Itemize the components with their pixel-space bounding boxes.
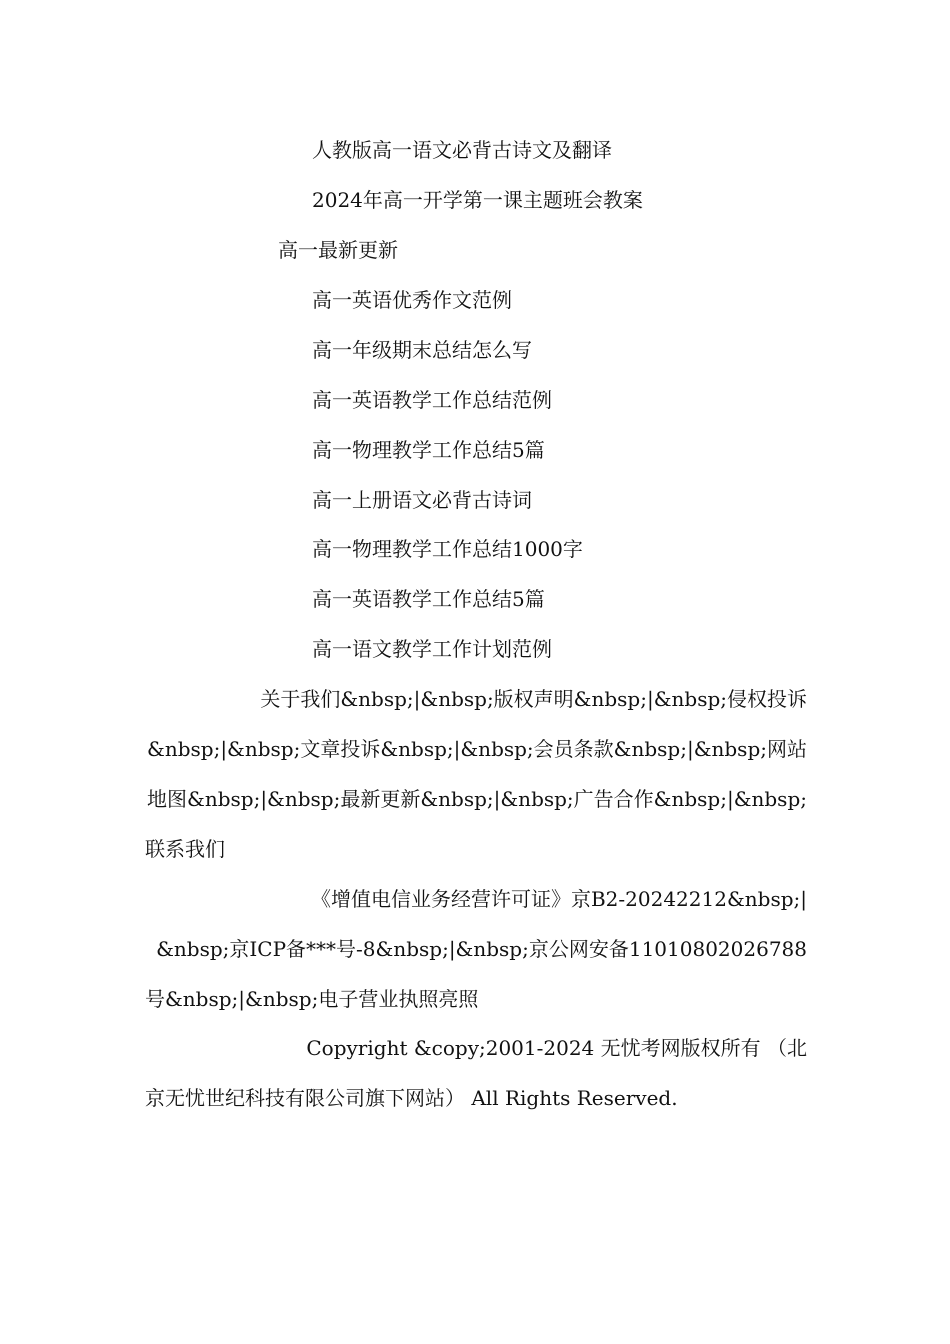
- copyright-line-2: 京无忧世纪科技有限公司旗下网站） All Rights Reserved.: [145, 1086, 678, 1110]
- copyright-line-1: Copyright &copy;2001-2024 无忧考网版权所有 （北: [306, 1036, 807, 1060]
- latest-link-6[interactable]: 高一物理教学工作总结1000字: [312, 537, 583, 561]
- section-heading: 高一最新更新: [278, 238, 398, 262]
- latest-link-3[interactable]: 高一英语教学工作总结范例: [312, 388, 552, 412]
- top-link-1[interactable]: 人教版高一语文必背古诗文及翻译: [312, 138, 612, 162]
- latest-link-2[interactable]: 高一年级期末总结怎么写: [312, 338, 532, 362]
- license-line-2[interactable]: &nbsp;京ICP备***号-8&nbsp;|&nbsp;京公网安备11010802026788: [156, 937, 807, 961]
- footer-links-line-4[interactable]: 联系我们: [145, 837, 225, 861]
- footer-links-line-1[interactable]: 关于我们&nbsp;|&nbsp;版权声明&nbsp;|&nbsp;侵权投诉: [260, 687, 807, 711]
- latest-link-8[interactable]: 高一语文教学工作计划范例: [312, 637, 552, 661]
- footer-links-line-3[interactable]: 地图&nbsp;|&nbsp;最新更新&nbsp;|&nbsp;广告合作&nbsp;|&nbsp;: [147, 787, 807, 811]
- license-line-1[interactable]: 《增值电信业务经营许可证》京B2-20242212&nbsp;|: [310, 887, 807, 911]
- footer-links-line-2[interactable]: &nbsp;|&nbsp;文章投诉&nbsp;|&nbsp;会员条款&nbsp;|&nbsp;网站: [147, 737, 807, 761]
- latest-link-5[interactable]: 高一上册语文必背古诗词: [312, 488, 532, 512]
- top-link-2[interactable]: 2024年高一开学第一课主题班会教案: [312, 188, 643, 212]
- license-line-3[interactable]: 号&nbsp;|&nbsp;电子营业执照亮照: [145, 987, 479, 1011]
- latest-link-4[interactable]: 高一物理教学工作总结5篇: [312, 438, 545, 462]
- latest-link-7[interactable]: 高一英语教学工作总结5篇: [312, 587, 545, 611]
- latest-link-1[interactable]: 高一英语优秀作文范例: [312, 288, 512, 312]
